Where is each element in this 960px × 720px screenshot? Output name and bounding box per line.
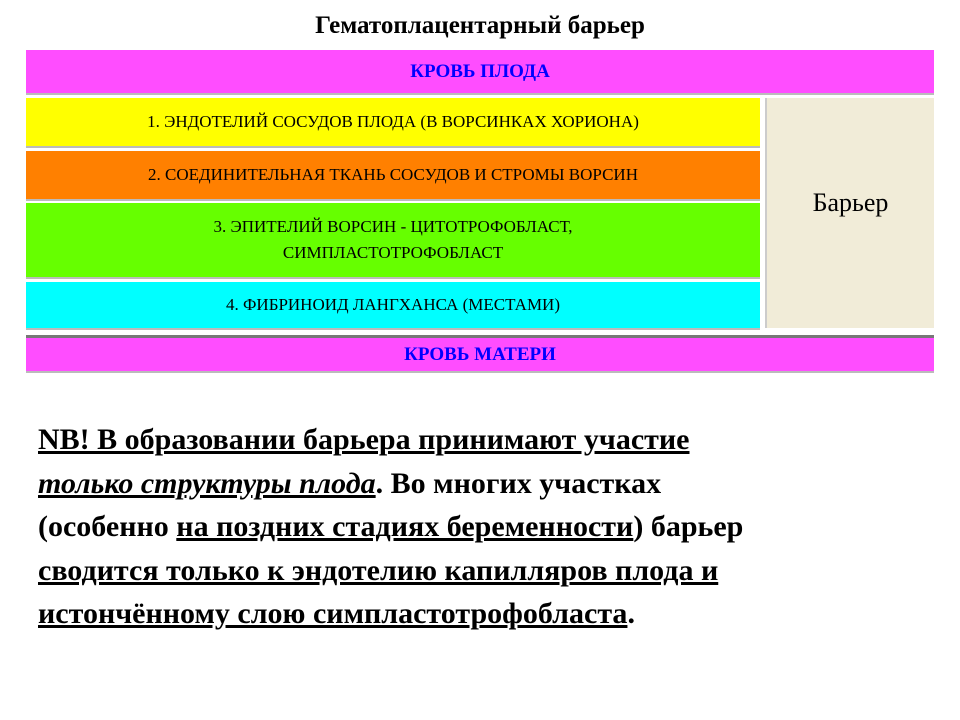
maternal-blood-bar: КРОВЬ МАТЕРИ <box>26 335 934 373</box>
note-line-2: . Во многих участках <box>375 466 662 500</box>
note-line-3c: ) барьер <box>633 510 744 543</box>
layer-fibrinoid: 4. ФИБРИНОИД ЛАНГХАНСА (МЕСТАМИ) <box>26 282 760 330</box>
note-period: . <box>627 597 635 630</box>
note-line-1: NB! В образовании барьера принимают участие <box>38 423 690 456</box>
note-line-3a: (особенно <box>38 510 177 543</box>
layer-villous-epithelium <box>26 203 760 279</box>
note-line-3b: на поздних стадиях беременности <box>176 510 634 543</box>
barrier-label: Барьер <box>765 98 934 328</box>
layer-endothelium: 1. ЭНДОТЕЛИЙ СОСУДОВ ПЛОДА (В ВОРСИНКАХ ХОРИОНА) <box>26 98 760 148</box>
note-line-5: истончённому слою симпластотрофобласта <box>38 597 628 630</box>
layer-3-line-2: СИМПЛАСТОТРОФОБЛАСТ <box>282 243 504 262</box>
note-emphasis: только структуры плода <box>38 466 376 500</box>
fetal-blood-bar: КРОВЬ ПЛОДА <box>26 50 934 95</box>
slide-title: Гематоплацентарный барьер <box>315 12 645 39</box>
layer-connective-tissue: 2. СОЕДИНИТЕЛЬНАЯ ТКАНЬ СОСУДОВ И СТРОМЫ ВОРСИН <box>26 151 760 201</box>
layer-3-line-1: 3. ЭПИТЕЛИЙ ВОРСИН - ЦИТОТРОФОБЛАСТ, <box>213 217 573 236</box>
note-paragraph <box>38 418 938 636</box>
note-line-4: сводится только к эндотелию капилляров плода и <box>38 553 719 587</box>
